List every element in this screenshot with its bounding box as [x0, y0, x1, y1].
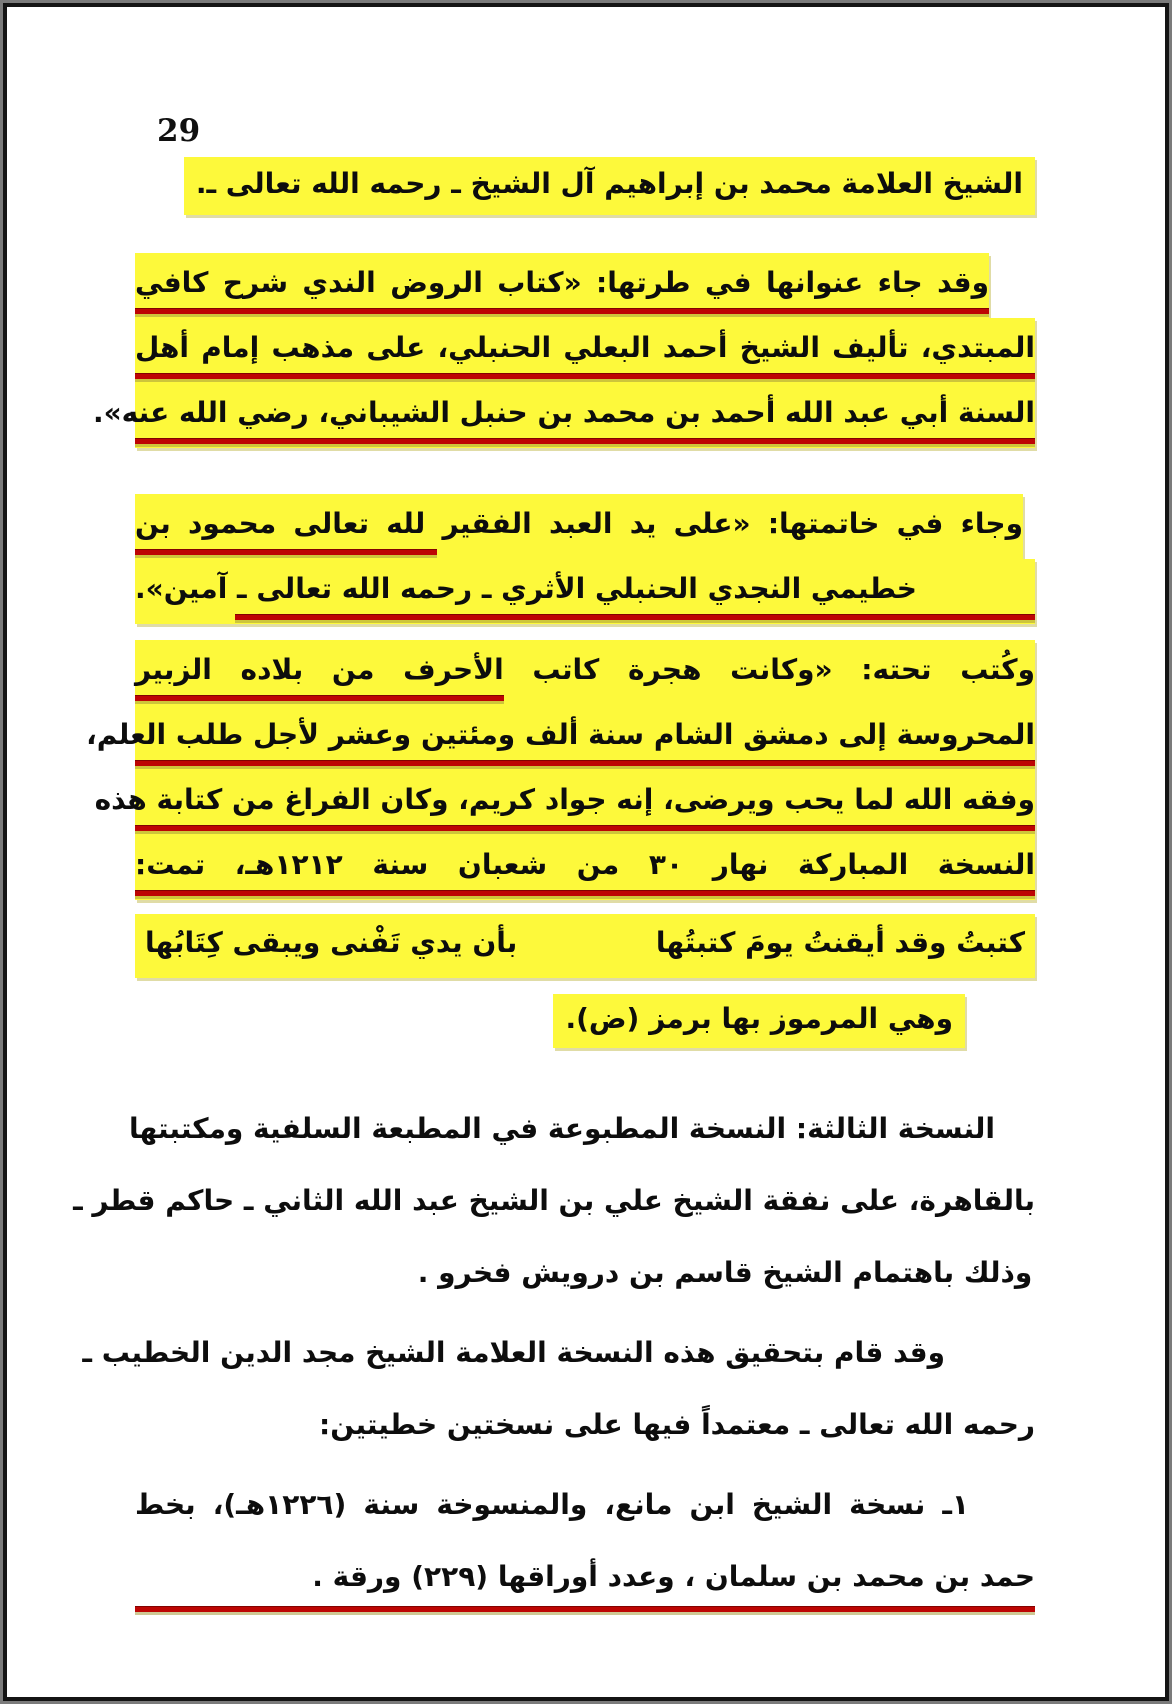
text-line: المبتدي، تأليف الشيخ أحمد البعلي الحنبلي، على مذهب إمام أهل	[135, 318, 1035, 383]
text-line: خطيمي النجدي الحنبلي الأثري ـ رحمه الله تعالى ـ آمين».	[135, 559, 1035, 624]
text-line: وفقه الله لما يحب ويرضى، إنه جواد كريم، وكان الفراغ من كتابة هذه	[135, 770, 1035, 835]
text-line: وجاء في خاتمتها: «على يد العبد الفقير لله تعالى محمود بن	[135, 494, 1023, 559]
page-content	[73, 157, 1036, 1616]
verse-second-hemistich: بأن يدي تَفْنى ويبقى كِتَابُها	[145, 926, 518, 959]
verse-line	[135, 914, 1035, 978]
text-line: ١ـ نسخة الشيخ ابن مانع، والمنسوخة سنة (١٢٢٦هـ)، بخط	[135, 1488, 970, 1521]
paragraph-editor	[82, 1320, 1035, 1464]
document-page	[3, 3, 1169, 1701]
text-line: النسخة الثالثة: النسخة المطبوعة في المطبعة السلفية ومكتبتها	[129, 1112, 995, 1145]
text-line: وكُتب تحته: «وكانت هجرة كاتب الأحرف من بلاده الزبير	[135, 640, 1035, 705]
text-line: وقد جاء عنوانها في طرتها: «كتاب الروض الندي شرح كافي	[135, 253, 989, 318]
text-line: المحروسة إلى دمشق الشام سنة ألف ومئتين وعشر لأجل طلب العلم،	[135, 705, 1035, 770]
text-line: رحمه الله تعالى ـ معتمداً فيها على نسختين خطيتين:	[319, 1408, 1035, 1441]
text-line: النسخة المباركة نهار ٣٠ من شعبان سنة ١٢١٢هـ، تمت:	[135, 835, 1035, 900]
paragraph-title-quote	[92, 253, 1035, 448]
text-line: بالقاهرة، على نفقة الشيخ علي بن الشيخ عبد الله الثاني ـ حاكم قطر ـ	[73, 1184, 1035, 1217]
text-line: وقد قام بتحقيق هذه النسخة العلامة الشيخ مجد الدين الخطيب ـ	[82, 1336, 945, 1369]
page-number: 29	[157, 113, 201, 149]
paragraph-shaykh-attribution	[135, 157, 1035, 215]
paragraph-colophon-scribe	[135, 494, 1035, 624]
paragraph-scribe-migration	[86, 640, 1036, 900]
list-item-manuscript-1	[135, 1472, 1035, 1616]
verse-first-hemistich: كتبتُ وقد أيقنتُ يومَ كتبتُها	[655, 926, 1025, 959]
paragraph-third-copy	[73, 1096, 1035, 1312]
text-line: الشيخ العلامة محمد بن إبراهيم آل الشيخ ـ رحمه الله تعالى ـ.	[184, 157, 1035, 215]
text-line: السنة أبي عبد الله أحمد بن محمد بن حنبل الشيباني، رضي الله عنه».	[135, 383, 1035, 448]
text-line: حمد بن محمد بن سلمان ، وعدد أوراقها (٢٢٩) ورقة .	[312, 1560, 1035, 1593]
text-line: وذلك باهتمام الشيخ قاسم بن درويش فخرو .	[417, 1256, 1033, 1289]
symbol-note: وهي المرموز بها برمز (ض).	[553, 994, 965, 1048]
